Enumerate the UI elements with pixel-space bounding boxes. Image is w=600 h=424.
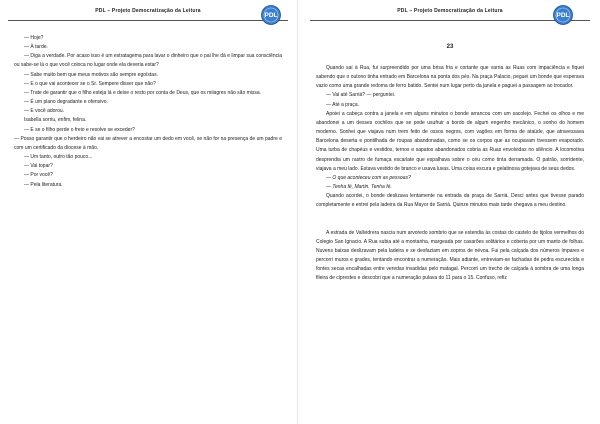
paragraph: — Um tanto, outro tão pouco...	[24, 154, 93, 161]
paragraph: — Tenha fé, Martin. Tenha fé.	[326, 184, 392, 191]
paragraph: — O que aconteceu com as pessoas?	[326, 174, 411, 181]
paragraph: — É um plano degradante e ofensivo.	[24, 99, 108, 106]
page-number: 23	[446, 44, 454, 50]
pdl-logo-icon	[260, 4, 282, 26]
right-page-text	[316, 64, 584, 283]
paragraph: — E você adorou.	[24, 108, 65, 115]
page-header	[310, 6, 590, 21]
paragraph: — Diga a verdade. Por acaso isso é um estratagema para lavar o dinheiro que o pai lhe dá e limpar sua consciência ou sabe-se lá o que você coloca no lugar onde ela deveria estar?	[14, 53, 282, 69]
right-page	[310, 0, 590, 424]
page-header	[8, 6, 288, 21]
paragraph: — À tarde.	[24, 44, 48, 51]
paragraph: — Até a praça.	[326, 101, 360, 108]
paragraph: — E o que vai acontecer se o Sr. Sempere disser que não?	[24, 80, 156, 87]
svg-text:PDL: PDL	[556, 12, 570, 20]
paragraph: — Posso garantir que o herdeiro não vai se atrever a encostar um dedo em você, se não for na presença de um padre e com um certificado da diocese à mão.	[14, 135, 282, 151]
paragraph: Quando saí à Rua, fui surpreendido por uma brisa fria e cortante que varria as Ruas com impaciência e fiquei sabendo que o outono tinha entrado em Barcelona na ponta dos pés. Na praça Palacio, peguei um bonde que esperava vazio como uma grande redoma de ferro batido. Sentei num lugar perto da janela e paguei a passagem ao trocador.	[316, 65, 584, 90]
paragraph: — Por você?	[24, 172, 53, 179]
pdl-logo-icon	[552, 4, 574, 26]
paragraph: — Hoje?	[24, 35, 44, 41]
paragraph: A estrada de Vallvidrera nascia num arvoredo sombrio que se estendia às costas do castelo de tijolos vermelhos do Colegio San Ignacio. A Rua subia até a montanha, margeada por casarões solitários e coberta por um manto de folhas. Nuvens baixas deslizavam pela ladeira e se desfaziam em sopros de névoa. Fui pela calçada dos números ímpares e percorri muros e grades, tentando encontrar a numeração. Mais adiante, entreviam-se fachadas de pedra escurecida e fontes secas encalhadas entre veredas invadidas pelo matagal. Percorri um trecho de calçada à sombra de uma longa fileira de ciprestes e descobri que a numeração pulava do 11 para o 15. Confuso, refiz	[316, 229, 584, 282]
paragraph: — Vai até Sarriá? — perguntei.	[326, 92, 396, 99]
paragraph: — Sabe muito bem que meus motivos são sempre egoístas.	[24, 71, 158, 78]
header-title: PDL – Projeto Democratização da Leitura	[95, 8, 201, 14]
section-break	[316, 211, 584, 229]
paragraph: — Pela literatura.	[24, 181, 63, 188]
paragraph: — Trate de garantir que o filho esteja lá e deixe o resto por conta de Deus, que os milagres não são missa.	[24, 89, 262, 96]
header-title: PDL – Projeto Democratização da Leitura	[397, 8, 503, 14]
paragraph: Isabella sorriu, enfim, felina.	[24, 117, 87, 124]
svg-text:PDL: PDL	[264, 12, 278, 20]
paragraph: — Vai topar?	[24, 163, 53, 170]
paragraph: Quando acordei, o bonde deslizava lentamente na entrada da praça de Sarriá. Desci antes que tivesse parado completamente e entrei pela ladeira da Rua Mayor de Sarriá. Quinze minutos mais tarde chegava a meu destino.	[316, 193, 584, 209]
page-divider	[297, 0, 298, 424]
paragraph: Apoiei a cabeça contra a janela e em alguns minutos o bonde arrancou com um sacolejo. Fechei os olhos e me abandonei a um desses cochilos que se pode usufruir a bordo de algum engenho mecânico, o sonho do homem moderno. Sonhei que viajava num trem feito de ossos negros, com vagões em forma de ataúde, que atravessava Barcelona deserta e pontilhada de roupas abandonadas, como se os corpos que as ocupavam tivessem evaporado. Uma turba de chapéus e vestidos, ternos e sapatos abandonados cobria as Ruas envolvidas no silêncio. A locomotiva desprendia um rastro de fumaça escarlate que espalhava sobre o céu como tinta derramada. O patrão, sorridente, viajava a meu lado. Estava vestido de branco e usava luvas. Uma coisa escura e gelatinosa gotejava de seus dedos.	[316, 110, 584, 172]
left-page-text	[14, 34, 282, 190]
left-page	[8, 0, 288, 424]
paragraph: — E se o filho perde o freio e resolve se exceder?	[24, 126, 135, 133]
